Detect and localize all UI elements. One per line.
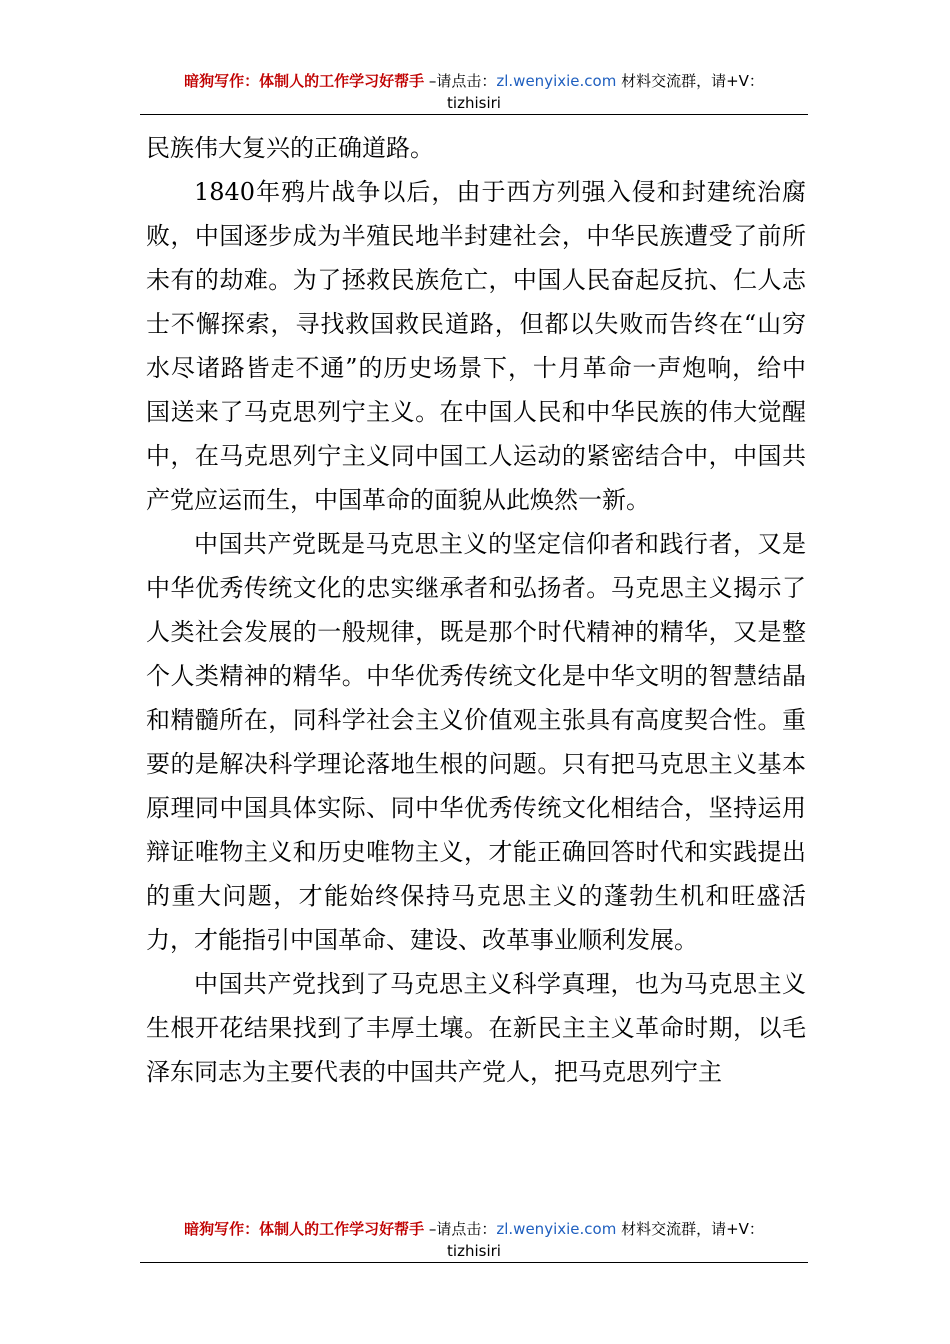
header-wechat-id: tizhisiri [447,94,501,112]
header-divider [140,114,808,115]
paragraph: 中国共产党找到了马克思主义科学真理，也为马克思主义生根开花结果找到了丰厚土壤。在新民主主义革命时期，以毛泽东同志为主要代表的中国共产党人，把马克思列宁主 [146,970,806,1086]
footer-brand-text: 暗狗写作：体制人的工作学习好帮手 [184,1220,425,1238]
header-url-link[interactable]: zl.wenyixie.com [496,72,617,90]
footer-wechat-id: tizhisiri [447,1242,501,1260]
footer-url-link[interactable]: zl.wenyixie.com [496,1220,617,1238]
paragraph-continuation: 民族伟大复兴的正确道路。 [146,134,434,162]
paragraph: 中国共产党既是马克思主义的坚定信仰者和践行者，又是中华优秀传统文化的忠实继承者和弘扬者。马克思主义揭示了人类社会发展的一般规律，既是那个时代精神的精华，又是整个人类精神的精华。中华优秀传统文化是中华文明的智慧结晶和精髓所在，同科学社会主义价值观主张具有高度契合性。重要的是解决科学理论落地生根的问题。只有把马克思主义基本原理同中国具体实际、同中华优秀传统文化相结合，坚持运用辩证唯物主义和历史唯物主义，才能正确回答时代和实践提出的重大问题，才能始终保持马克思主义的蓬勃生机和旺盛活力，才能指引中国革命、建设、改革事业顺利发展。 [146,530,806,954]
document-body [146,126,806,1094]
paragraph: 1840年鸦片战争以后，由于西方列强入侵和封建统治腐败，中国逐步成为半殖民地半封建社会，中华民族遭受了前所未有的劫难。为了拯救民族危亡，中国人民奋起反抗、仁人志士不懈探索，寻找救国救民道路，但都以失败而告终在“山穷水尽诸路皆走不通”的历史场景下，十月革命一声炮响，给中国送来了马克思列宁主义。在中国人民和中华民族的伟大觉醒中，在马克思列宁主义同中国工人运动的紧密结合中，中国共产党应运而生，中国革命的面貌从此焕然一新。 [146,178,806,514]
footer-suffix-text: 材料交流群，请+V： [616,1220,764,1238]
header-brand-text: 暗狗写作：体制人的工作学习好帮手 [184,72,425,90]
header-suffix-text: 材料交流群，请+V： [616,72,764,90]
header-banner [140,70,808,114]
footer-prompt-text: –请点击： [424,1220,497,1238]
footer-banner [140,1218,808,1262]
header-prompt-text: –请点击： [424,72,497,90]
footer-divider [140,1262,808,1263]
